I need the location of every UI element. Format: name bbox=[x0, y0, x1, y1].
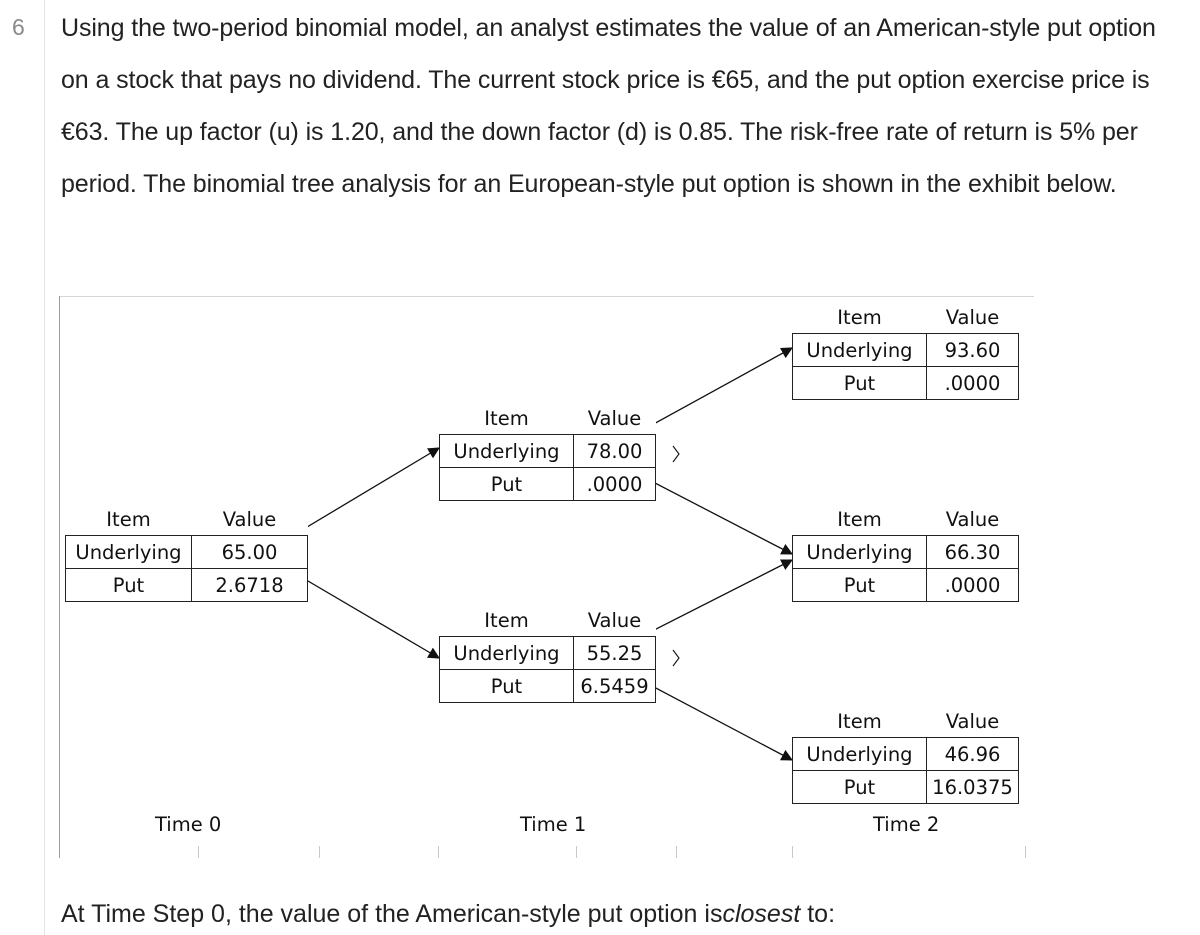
row-underlying-label: Underlying bbox=[440, 435, 574, 468]
time-label-0: Time 0 bbox=[155, 813, 222, 836]
time-label-2: Time 2 bbox=[873, 813, 940, 836]
put-value: 2.6718 bbox=[192, 569, 308, 602]
grid-tick bbox=[319, 846, 320, 858]
question-stem: Using the two-period binomial model, an analyst estimates the value of an American-style put option on a stock that pays no dividend. The current stock price is €65, and the put option exercise price is €63. The up factor (u) is 1.20, and the down factor (d) is 0.85. The risk-free rate of return is 5% per period. The binomial tree analysis for an European-style put option is shown in the exhibit below. bbox=[61, 14, 1156, 198]
underlying-value: 78.00 bbox=[574, 435, 656, 468]
put-value: 6.5459 bbox=[574, 670, 656, 703]
header-value: Value bbox=[927, 301, 1019, 334]
underlying-value: 93.60 bbox=[927, 334, 1019, 367]
binomial-tree-exhibit bbox=[59, 296, 1034, 858]
put-value: .0000 bbox=[927, 569, 1019, 602]
grid-tick bbox=[1025, 846, 1026, 858]
header-item: Item bbox=[793, 705, 927, 738]
put-value: 16.0375 bbox=[927, 771, 1019, 804]
row-put-label: Put bbox=[793, 771, 927, 804]
node-time2-dd bbox=[792, 705, 1019, 804]
grid-tick bbox=[576, 846, 577, 858]
node-time2-ud bbox=[792, 503, 1019, 602]
node-time0 bbox=[65, 503, 308, 602]
header-value: Value bbox=[927, 503, 1019, 536]
header-value: Value bbox=[574, 402, 656, 435]
row-underlying-label: Underlying bbox=[793, 738, 927, 771]
underlying-value: 55.25 bbox=[574, 637, 656, 670]
grid-tick bbox=[792, 846, 793, 858]
header-value: Value bbox=[574, 604, 656, 637]
underlying-value: 46.96 bbox=[927, 738, 1019, 771]
header-item: Item bbox=[440, 402, 574, 435]
prompt-suffix: to: bbox=[800, 900, 836, 928]
row-put-label: Put bbox=[440, 468, 574, 501]
header-item: Item bbox=[793, 503, 927, 536]
node-time1-down bbox=[439, 604, 656, 703]
prompt-prefix: At Time Step 0, the value of the American-style put option is bbox=[61, 900, 723, 928]
grid-tick bbox=[438, 846, 439, 858]
prompt-emphasis: closest bbox=[722, 900, 801, 928]
put-value: .0000 bbox=[574, 468, 656, 501]
time-label-1: Time 1 bbox=[520, 813, 587, 836]
row-underlying-label: Underlying bbox=[66, 536, 192, 569]
underlying-value: 66.30 bbox=[927, 536, 1019, 569]
header-item: Item bbox=[793, 301, 927, 334]
bracket-t1-up bbox=[673, 446, 679, 462]
row-put-label: Put bbox=[440, 670, 574, 703]
row-put-label: Put bbox=[793, 367, 927, 400]
header-value: Value bbox=[192, 503, 308, 536]
row-underlying-label: Underlying bbox=[793, 334, 927, 367]
question-text bbox=[61, 2, 1186, 210]
question-prompt bbox=[61, 900, 835, 929]
row-underlying-label: Underlying bbox=[793, 536, 927, 569]
row-put-label: Put bbox=[66, 569, 192, 602]
node-time1-up bbox=[439, 402, 656, 501]
question-number: 6 bbox=[12, 14, 25, 40]
header-item: Item bbox=[66, 503, 192, 536]
row-put-label: Put bbox=[793, 569, 927, 602]
underlying-value: 65.00 bbox=[192, 536, 308, 569]
header-value: Value bbox=[927, 705, 1019, 738]
grid-tick bbox=[676, 846, 677, 858]
grid-tick bbox=[198, 846, 199, 858]
header-item: Item bbox=[440, 604, 574, 637]
node-time2-uu bbox=[792, 301, 1019, 400]
put-value: .0000 bbox=[927, 367, 1019, 400]
row-underlying-label: Underlying bbox=[440, 637, 574, 670]
question-gutter bbox=[0, 0, 45, 935]
bracket-t1-down bbox=[673, 650, 679, 666]
